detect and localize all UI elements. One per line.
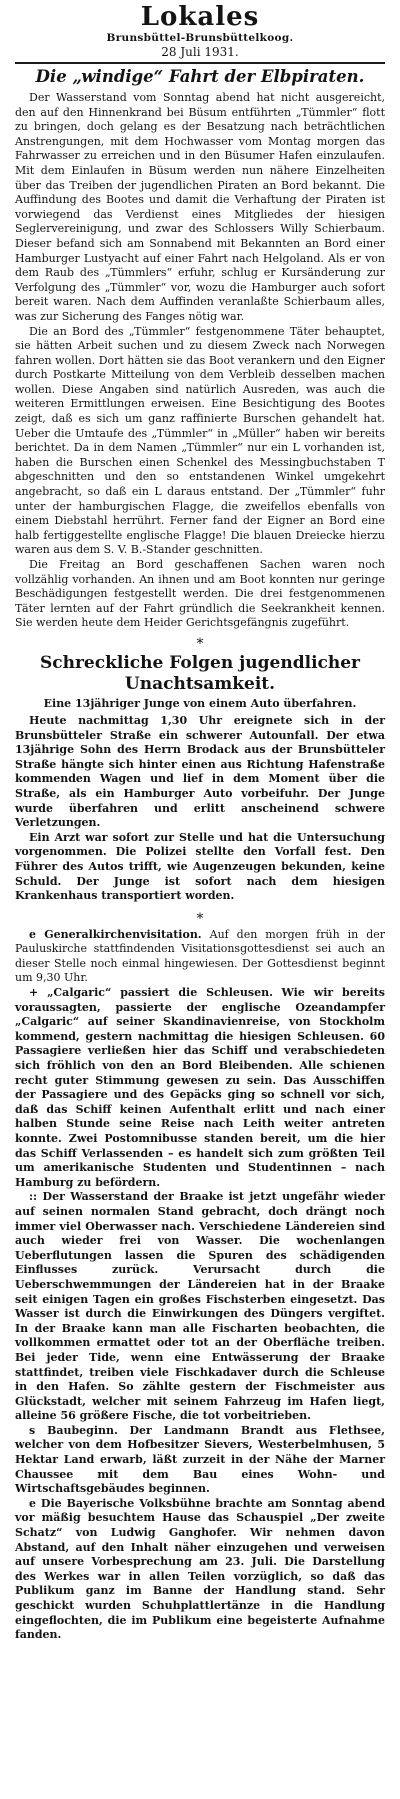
section-subtitle: Brunsbüttel-Brunsbüttelkoog. [106,32,294,44]
article2-headline: Schreckliche Folgen jugendlicher Unachtsamkeit. [39,652,361,694]
local-notices [15,928,385,1643]
notice-item [15,1497,385,1643]
newspaper-page [15,0,385,1643]
article1-paragraph: Die an Bord des „Tümmler“ festgenommene Täter behauptet, sie hätten Arbeit suchen und zu diesem Zweck nach Norwegen fahren wollen. Dort hätten sie das Boot verankern und den Eigner durch Postkarte Mitteilung von dem Verbleib desselben machen wollen. Diese Angaben sind natürlich Ausreden, was auch die weiteren Ermittlungen erweisen. Eine Besichtigung des Bootes zeigt, daß es sich um ganz raffinierte Burschen gehandelt hat. Ueber die Umtaufe des „Tümmler“ in „Müller“ haben wir bereits berichtet. Da in dem Namen „Tümmler“ nur ein L vorhanden ist, haben die Burschen einen Schenkel des Messingbuchstaben T abgeschnitten und den so entstandenen Winkel umgekehrt angebracht, so daß ein L daraus entstand. Der „Tümmler“ fuhr unter der hamburgischen Flagge, die zweifellos ebenfalls von einem Diebstahl herrührt. Ferner fand der Eigner an Bord eine halb fertiggestellte englische Flagge! Die blauen Dreiecke hierzu waren aus dem S. V. B.-Stander geschnitten. [15,324,385,557]
notice-item [15,1424,385,1497]
notice-lead: e Die Bayerische Volksbühne [29,1496,211,1510]
notice-text: brachte am Sonntag abend vor mäßig besuchtem Hause das Schauspiel „Der zweite Schatz“ von Ludwig Ganghofer. Wir nehmen davon Abstand, auf den Inhalt näher einzugehen und verweisen auf unsere Vorbesprechung am 23. Juli. Die Darstellung des Werkes war in allen Teilen vorzüglich, so daß das Publikum ganz im Banne der Handlung stand. Sehr geschickt wurden Schuhplattlertänze in die Handlung eingeflochten, die im Publikum eine begeisterte Aufnahme fanden. [15,1496,386,1642]
notice-text: Auf den morgen früh in der Pauluskirche stattfindenden Visitationsgottesdienst sei auch an dieser Stelle noch einmal hingewiesen. Der Gottesdienst beginnt um 9,30 Uhr. [15,927,386,985]
notice-lead: :: Der Wasserstand der Braake [29,1190,224,1204]
notice-lead: e Generalkirchenvisitation. [29,927,202,941]
divider [15,62,385,64]
notice-lead: + „Calgaric“ passiert die Schleusen. [29,986,273,1000]
article2-body [15,714,385,904]
article1-paragraph: Die Freitag an Bord geschaffenen Sachen waren noch vollzählig vorhanden. An ihnen und am Boot konnten nur geringe Beschädigungen festgestellt werden. Die drei festgenommenen Täter lernten auf der Fahrt gründlich die Seekrankheit kennen. Sie werden heute dem Heider Gerichtsgefängnis zugeführt. [15,558,385,630]
notice-lead: s Baubeginn. [29,1423,118,1437]
notice-item [15,928,385,986]
dateline: 28 Juli 1931. [161,45,239,59]
article1-paragraph: Der Wasserstand vom Sonntag abend hat nicht ausgereicht, den auf den Hinnenkrand bei Büsum entführten „Tümmler“ flott zu bringen, doch gelang es der Besatzung nach beträchtlichen Anstrengungen, mit dem Hochwasser vom Montag morgen das Fahrwasser zu erreichen und in den Büsumer Hafen einzulaufen. Mit dem Einlaufen in Büsum werden nun nähere Einzelheiten über das Treiben der jugendlichen Piraten an Bord bekannt. Die Auffindung des Bootes und damit die Verhaftung der Piraten ist vorwiegend das Verdienst eines Mitgliedes der hiesigen Seglervereinigung, und zwar des Schlossers Willy Schierbaum. Dieser befand sich am Sonnabend mit Bekannten an Bord einer Hamburger Lustyacht auf einer Fahrt nach Helgoland. Als er von dem Raub des „Tümmlers“ erfuhr, schlug er Kursänderung zur Verfolgung des „Tümmler“ vor, wozu die Hamburger auch sofort bereit waren. Nach dem Auffinden veranlaßte Schierbaum alles, was zur Sicherung des Fanges nötig war. [15,91,385,323]
section-title: Lokales [140,2,260,32]
notice-text: Wie wir bereits voraussagten, passierte der englische Ozeandampfer „Calgaric“ auf seiner Skandinavienreise, von Stockholm kommend, gestern nachmittag die hiesigen Schleusen. 60 Passagiere verließen hier das Schiff und verabschiedeten sich fröhlich von den an Bord Bleibenden. Alle schienen recht guter Stimmung gewesen zu sein. Das Ausschiffen der Passagiere und des Gepäcks ging so schnell vor sich, daß das Schiff keinen Aufenthalt erlitt und nach einer halben Stunde seine Reise nach Leith weiter antreten konnte. Zwei Postomnibusse standen bereit, um die hier das Schiff Verlassenden – es handelt sich zum größten Teil um amerikanische Studenten und Studentinnen – nach Hamburg zu befördern. [15,986,385,1189]
notice-text: ist jetzt ungefähr wieder auf seinen normalen Stand gebracht, doch drängt noch immer viel Oberwasser nach. Verschiedene Ländereien sind auch wieder frei von Wasser. Die wochenlangen Ueberflutungen lassen die Spuren des schädigenden Einflusses zurück. Verursacht durch die Ueberschwemmungen der Ländereien hat in der Braake seit einigen Tagen ein großes Fischsterben eingesetzt. Das Wasser ist durch die Einwirkungen des Düngers vergiftet. In der Braake kann man alle Fischarten beobachten, die vollkommen ermattet oder tot an der Oberfläche treiben. Bei jeder Tide, wenn eine Entwässerung der Braake stattfindet, treiben viele Fischkadaver durch die Schleuse in den Hafen. So zählte gestern der Fischmeister aus Glückstadt, welcher mit seinem Fahrzeug im Hafen liegt, alleine 56 größere Fische, die tot vorbeitrieben. [15,1190,385,1423]
notice-item [15,1190,385,1424]
article2-paragraph: Ein Arzt war sofort zur Stelle und hat die Untersuchung vorgenommen. Die Polizei stellte den Vorfall fest. Den Führer des Autos trifft, wie Augenzeugen bekunden, keine Schuld. Der Junge ist sofort nach dem hiesigen Krankenhaus transportiert worden. [15,830,385,903]
separator-star: * [196,635,204,652]
notice-text: Der Landmann Brandt aus Flethsee, welcher von dem Hofbesitzer Sievers, Westerbelmhusen, 5 Hektar Land erwarb, läßt zurzeit in der Nähe der Marner Chaussee mit dem Bau eines Wohn- und Wirtschaftsgebäudes beginnen. [15,1423,385,1496]
article2-subheadline: Eine 13jähriger Junge von einem Auto überfahren. [43,696,357,710]
notice-item [15,986,385,1190]
article2-paragraph: Heute nachmittag 1,30 Uhr ereignete sich in der Brunsbütteler Straße ein schwerer Autounfall. Der etwa 13jährige Sohn des Herrn Brodack aus der Brunsbütteler Straße hängte sich hinter einen aus Richtung Hafenstraße kommenden Wagen und lief in dem Moment über die Straße, als ein Hamburger Auto vorbeifuhr. Der Junge wurde überfahren und erlitt anscheinend schwere Verletzungen. [15,713,385,830]
article1-headline: Die „windige“ Fahrt der Elbpiraten. [35,67,365,86]
separator-star: * [196,910,204,927]
article1-body [15,91,385,631]
